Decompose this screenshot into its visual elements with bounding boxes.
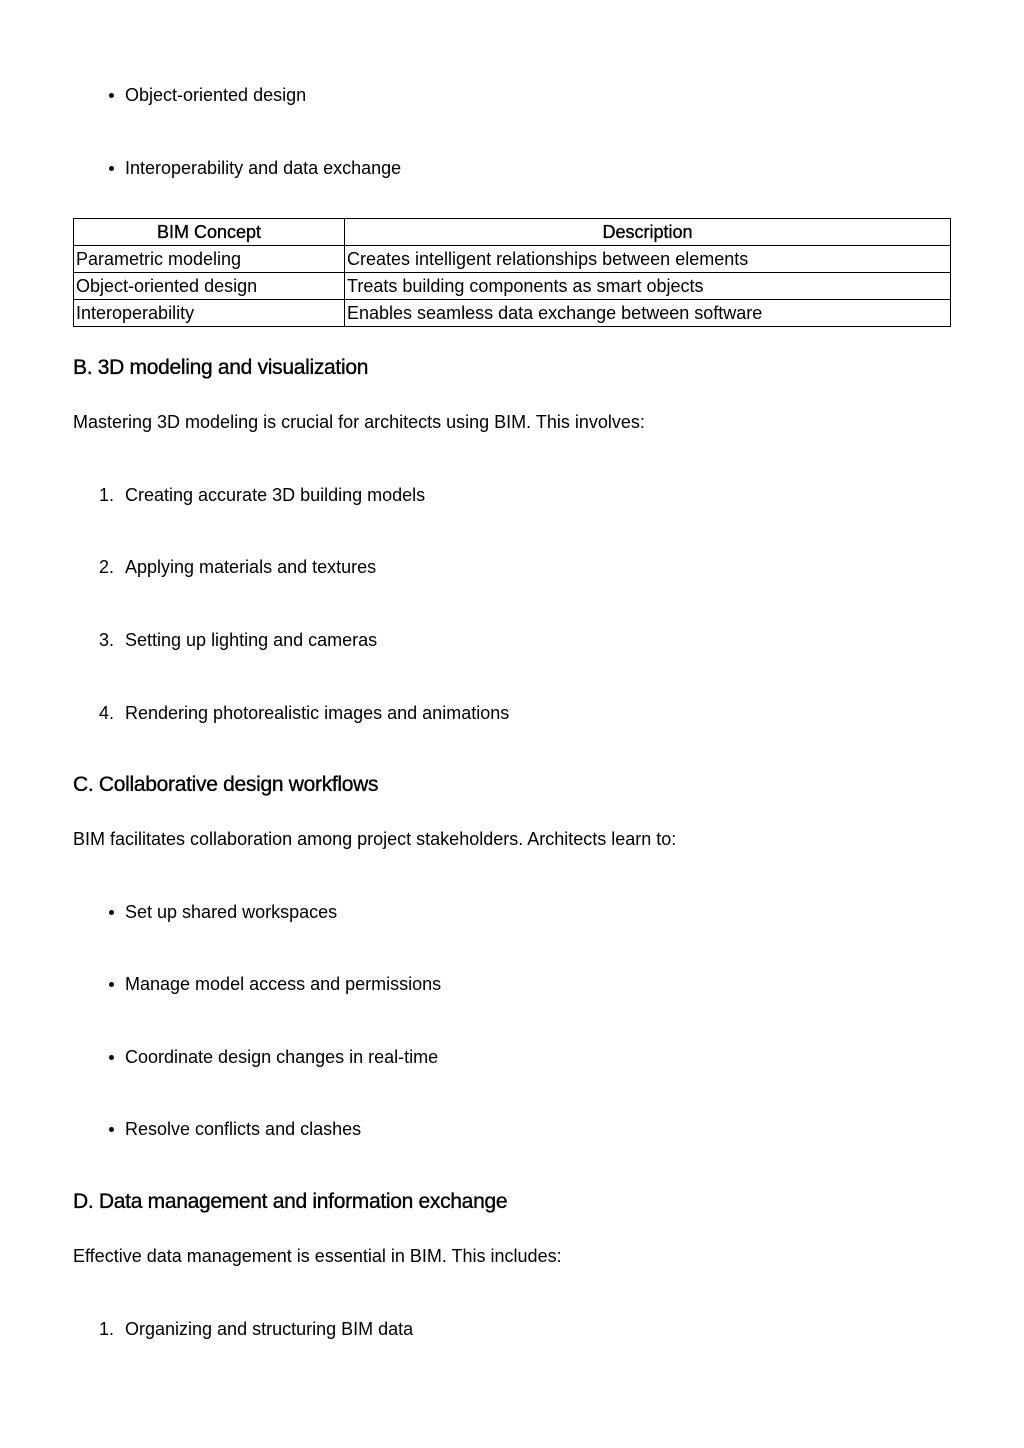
section-intro: Mastering 3D modeling is crucial for architects using BIM. This involves: bbox=[73, 412, 645, 432]
list-item: Set up shared workspaces bbox=[125, 902, 338, 922]
bim-concepts-table bbox=[73, 218, 951, 327]
table-header-cell: BIM Concept bbox=[74, 219, 345, 246]
list-item bbox=[99, 484, 426, 506]
table-cell: Parametric modeling bbox=[74, 246, 345, 273]
list-item-text: Rendering photorealistic images and animations bbox=[125, 703, 510, 723]
table-header-row bbox=[74, 219, 951, 246]
list-number: 4. bbox=[99, 703, 115, 723]
list-item: Object-oriented design bbox=[125, 85, 307, 105]
list-item bbox=[99, 629, 378, 651]
table-header-cell: Description bbox=[345, 219, 951, 246]
list-item: Resolve conflicts and clashes bbox=[125, 1119, 362, 1139]
list-item: Interoperability and data exchange bbox=[125, 158, 402, 178]
list-item bbox=[99, 1318, 414, 1340]
list-item-text: Setting up lighting and cameras bbox=[125, 630, 378, 650]
list-number: 1. bbox=[99, 1319, 115, 1339]
section-heading: D. Data management and information exchange bbox=[73, 1190, 508, 1213]
list-number: 2. bbox=[99, 557, 115, 577]
list-item-text: Organizing and structuring BIM data bbox=[125, 1319, 414, 1339]
list-item: Coordinate design changes in real-time bbox=[125, 1047, 439, 1067]
list-item bbox=[99, 702, 510, 724]
list-item: Manage model access and permissions bbox=[125, 974, 442, 994]
table-row bbox=[74, 246, 951, 273]
table-cell: Creates intelligent relationships between elements bbox=[345, 246, 951, 273]
table-cell: Enables seamless data exchange between software bbox=[345, 300, 951, 327]
section-heading: C. Collaborative design workflows bbox=[73, 773, 379, 796]
list-item-text: Creating accurate 3D building models bbox=[125, 485, 426, 505]
table-cell: Interoperability bbox=[74, 300, 345, 327]
table-row bbox=[74, 300, 951, 327]
section-intro: BIM facilitates collaboration among project stakeholders. Architects learn to: bbox=[73, 829, 677, 849]
table-row bbox=[74, 273, 951, 300]
table-cell: Object-oriented design bbox=[74, 273, 345, 300]
section-heading: B. 3D modeling and visualization bbox=[73, 356, 369, 379]
table-cell: Treats building components as smart objects bbox=[345, 273, 951, 300]
list-item bbox=[99, 556, 377, 578]
list-item-text: Applying materials and textures bbox=[125, 557, 377, 577]
section-intro: Effective data management is essential in BIM. This includes: bbox=[73, 1246, 562, 1266]
list-number: 3. bbox=[99, 630, 115, 650]
list-number: 1. bbox=[99, 485, 115, 505]
